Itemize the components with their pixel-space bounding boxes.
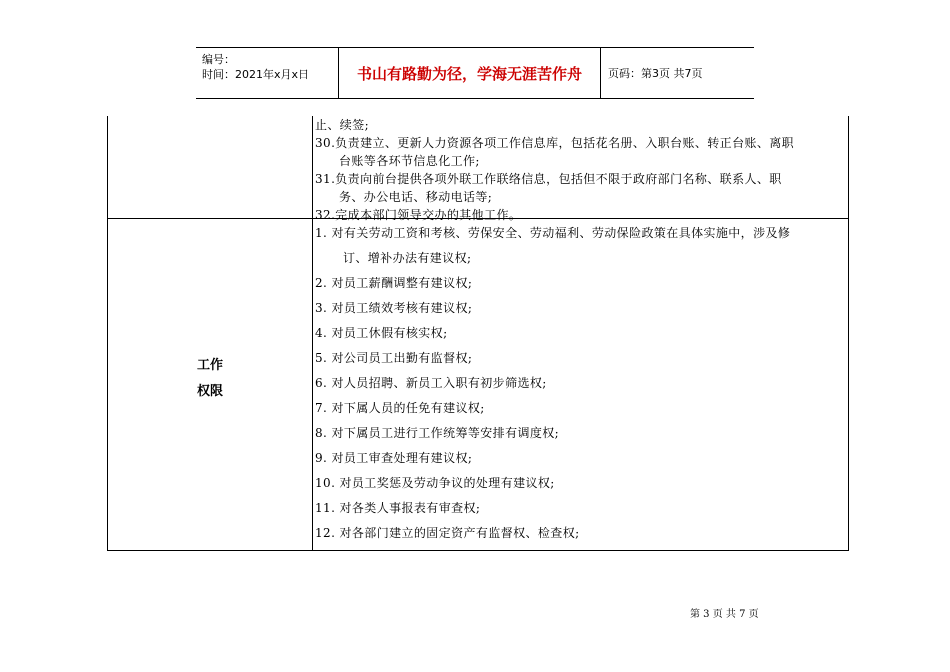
authority-item: 12. 对各部门建立的固定资产有监督权、检查权; [315, 526, 580, 540]
authority-cell [315, 221, 844, 546]
authority-label-line: 工作 [196, 358, 223, 373]
authority-label [108, 353, 312, 405]
authority-item: 8. 对下属员工进行工作统筹等安排有调度权; [315, 426, 560, 440]
authority-item: 7. 对下属人员的任免有建议权; [315, 401, 485, 415]
authority-item: 6. 对人员招聘、新员工入职有初步筛选权; [315, 376, 547, 390]
authority-item: 9. 对员工审查处理有建议权; [315, 451, 473, 465]
duty-line: 31.负责向前台提供各项外联工作联络信息，包括但不限于政府部门名称、联系人、职 [315, 172, 782, 186]
duty-line: 务、办公电话、移动电话等; [339, 190, 493, 204]
authority-item: 3. 对员工绩效考核有建议权; [315, 301, 473, 315]
date-label: 时间：2021年x月x日 [202, 68, 310, 81]
page-footer: 第 3 页 共 7 页 [690, 609, 759, 620]
duty-line: 止、续签; [315, 118, 370, 132]
header-divider [600, 48, 601, 98]
authority-item: 11. 对各类人事报表有审查权; [315, 501, 481, 515]
duty-line: 32.完成本部门领导交办的其他工作。 [315, 208, 522, 222]
header-motto: 书山有路勤为径，学海无涯苦作舟 [356, 64, 582, 83]
header-meta [202, 52, 340, 82]
duties-cell [315, 116, 844, 224]
authority-item: 2. 对员工薪酬调整有建议权; [315, 276, 473, 290]
authority-item: 5. 对公司员工出勤有监督权; [315, 351, 473, 365]
authority-item: 1. 对有关劳动工资和考核、劳保安全、劳动福利、劳动保险政策在具体实施中，涉及修 [315, 226, 791, 240]
duty-line: 30.负责建立、更新人力资源各项工作信息库，包括花名册、入职台账、转正台账、离职 [315, 136, 795, 150]
number-label: 编号： [202, 53, 235, 66]
authority-item: 订、增补办法有建议权; [343, 251, 472, 265]
authority-item: 10. 对员工奖惩及劳动争议的处理有建议权; [315, 476, 555, 490]
header-page-label: 页码：第3页 共7页 [608, 67, 703, 80]
job-description-table [107, 116, 849, 551]
page-header [196, 47, 754, 99]
duty-line: 台账等各环节信息化工作; [339, 154, 480, 168]
authority-item: 4. 对员工休假有核实权; [315, 326, 448, 340]
column-divider [312, 116, 313, 550]
authority-label-line: 权限 [196, 384, 223, 399]
